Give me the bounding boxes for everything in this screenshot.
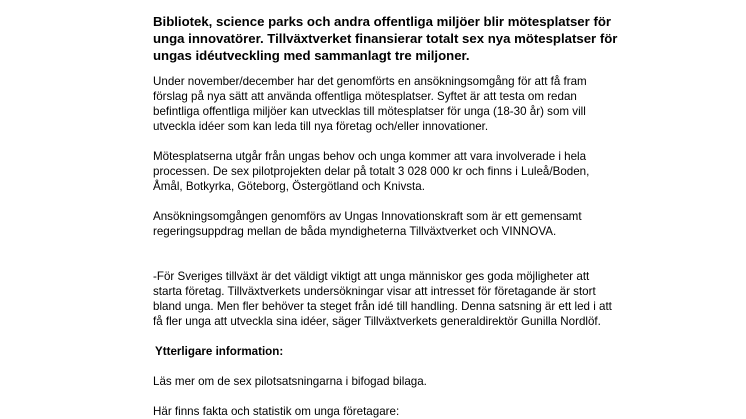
body-paragraph-application-round — [153, 74, 653, 134]
press-release-document — [153, 13, 653, 419]
body-line: Åmål, Botkyrka, Göteborg, Östergötland och Knivsta. — [153, 180, 425, 193]
body-line: Under november/december har det genomförts en ansökningsomgång för att få fram — [153, 75, 587, 88]
lead-line: unga innovatörer. Tillväxtverket finansierar totalt sex nya mötesplatser för — [153, 31, 618, 46]
body-paragraph-pilot-projects — [153, 149, 653, 194]
body-paragraph-ungas-innovationskraft — [153, 209, 653, 239]
info-line-facts: Här finns fakta och statistik om unga företagare: — [153, 405, 400, 418]
body-line: -För Sveriges tillväxt är det väldigt viktigt att unga människor ges goda möjligheter att — [153, 270, 590, 283]
body-line: förslag på nya sätt att använda offentliga mötesplatser. Syftet är att testa om redan — [153, 90, 577, 103]
body-line: få fler unga att utveckla sina idéer, säger Tillväxtverkets generaldirektör Gunilla Nordlöf. — [153, 315, 601, 328]
info-heading: Ytterligare information: — [155, 345, 284, 358]
info-line-attachment: Läs mer om de sex pilotsatsningarna i bifogad bilaga. — [153, 375, 427, 388]
lead-line: Bibliotek, science parks och andra offentliga miljöer blir mötesplatser för — [153, 14, 612, 29]
lead-paragraph — [153, 13, 653, 64]
body-line: regeringsuppdrag mellan de båda myndigheterna Tillväxtverket och VINNOVA. — [153, 225, 557, 238]
body-paragraph-quote — [153, 269, 653, 329]
lead-line: ungas idéutveckling med sammanlagt tre miljoner. — [153, 48, 470, 63]
body-line: utveckla idéer som kan leda till nya företag och/eller innovationer. — [153, 120, 489, 133]
body-line: befintliga offentliga miljöer kan utvecklas till mötesplatser för unga (18-30 år) som vill — [153, 105, 586, 118]
body-line: Ansökningsomgången genomförs av Ungas Innovationskraft som är ett gemensamt — [153, 210, 582, 223]
body-line: starta företag. Tillväxtverkets undersökningar visar att intresset för företagande är stort — [153, 285, 596, 298]
body-line: bland unga. Men fler behöver ta steget från idé till handling. Denna satsning är ett led i att — [153, 300, 612, 313]
body-line: Mötesplatserna utgår från ungas behov och unga kommer att vara involverade i hela — [153, 150, 587, 163]
body-line: processen. De sex pilotprojekten delar på totalt 3 028 000 kr och finns i Luleå/Boden, — [153, 165, 590, 178]
